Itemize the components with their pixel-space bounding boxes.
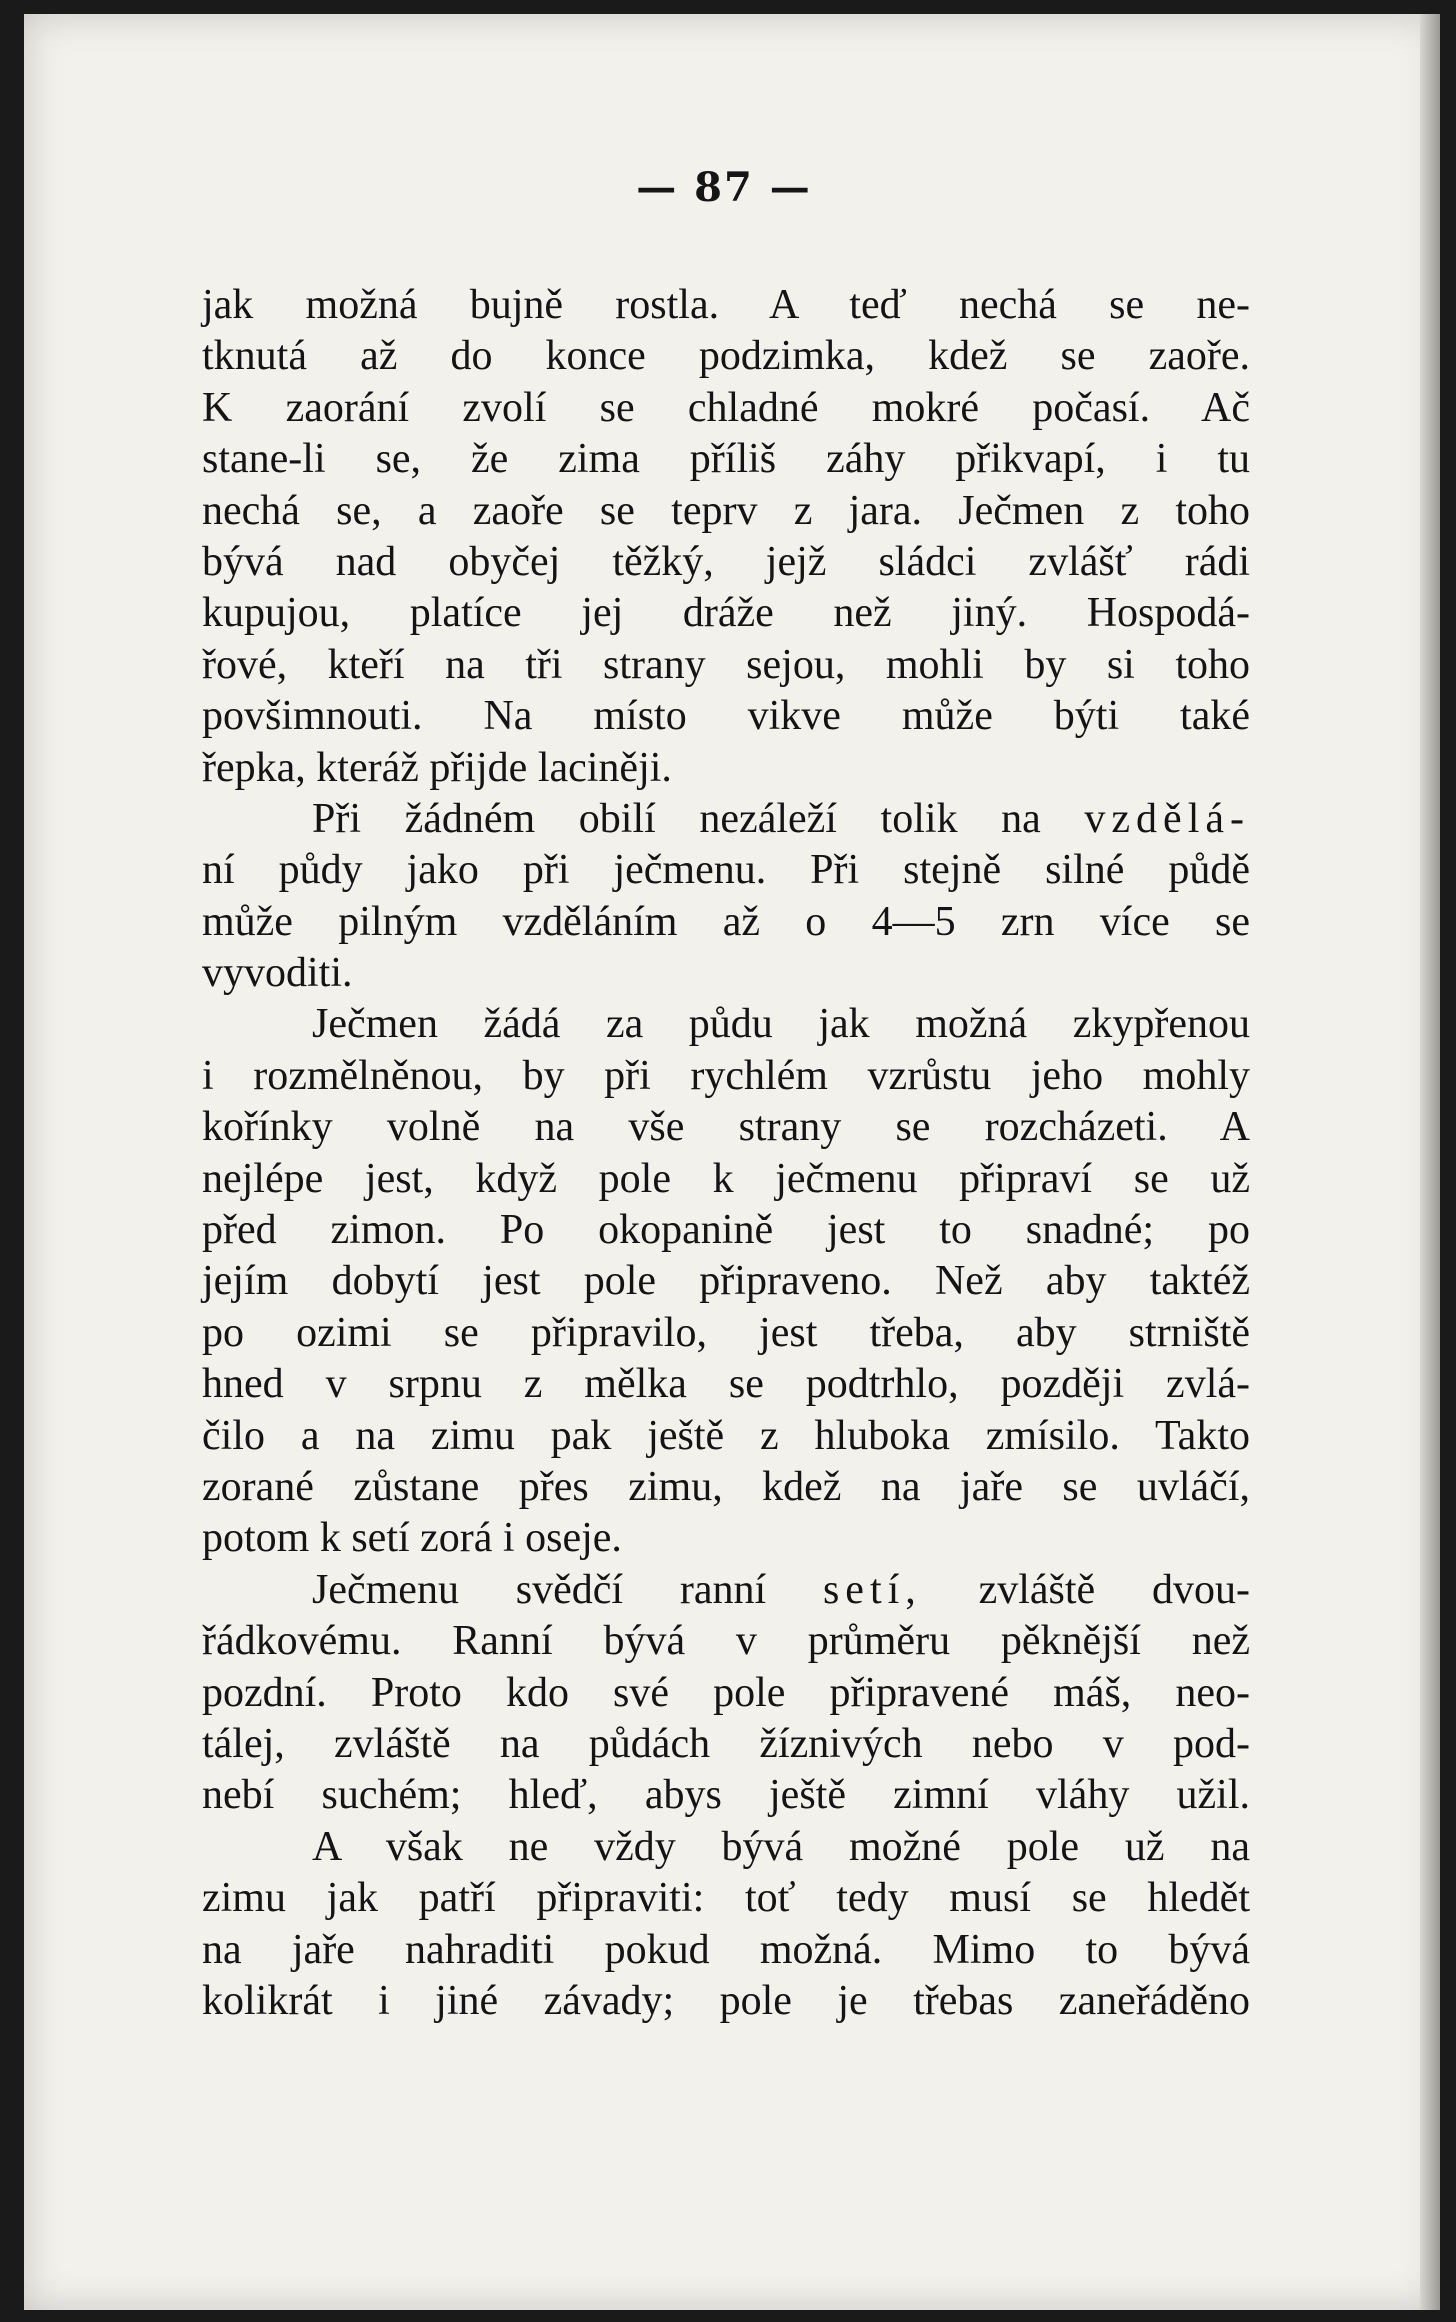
spaced-emphasis: setí, bbox=[822, 1566, 922, 1613]
page-edge-shadow bbox=[1420, 14, 1440, 2310]
text-line: hned v srpnu z mělka se podtrhlo, později zvlá- bbox=[202, 1361, 1250, 1408]
text-line: vyvoditi. bbox=[202, 950, 353, 997]
text-line: zorané zůstane přes zimu, kdež na jaře se uvláčí, bbox=[202, 1463, 1250, 1510]
text-line: jak možná bujně rostla. A teď nechá se ne- bbox=[202, 282, 1250, 328]
text-line: tálej, zvláště na půdách žíznivých nebo v pod- bbox=[202, 1720, 1250, 1767]
text-line: řepka, kteráž přijde laciněji. bbox=[202, 744, 672, 791]
body-text bbox=[202, 280, 1250, 2027]
text-line: povšimnouti. Na místo vikve může býti také bbox=[202, 693, 1250, 740]
text-line: řádkovému. Ranní bývá v průměru pěknější než bbox=[202, 1618, 1250, 1665]
text-line: řové, kteří na tři strany sejou, mohli by si toho bbox=[202, 641, 1250, 688]
text-line: může pilným vzděláním až o 4—5 zrn více se bbox=[202, 898, 1250, 945]
text-line: po ozimi se připravilo, jest třeba, aby strniště bbox=[202, 1309, 1250, 1356]
text-line: A však ne vždy bývá možné pole už na bbox=[312, 1823, 1250, 1870]
text-line: bývá nad obyčej těžký, jejž sládci zvlášť rádi bbox=[202, 538, 1250, 585]
text-line: čilo a na zimu pak ještě z hluboka zmísilo. Takto bbox=[202, 1412, 1250, 1459]
text-line: potom k setí zorá i oseje. bbox=[202, 1515, 622, 1562]
text-line: ní půdy jako při ječmenu. Při stejně silné půdě bbox=[202, 847, 1250, 894]
text-line: kupujou, platíce jej dráže než jiný. Hospodá- bbox=[202, 590, 1250, 637]
text-line: pozdní. Proto kdo své pole připravené máš, neo- bbox=[202, 1669, 1250, 1716]
text-line: nechá se, a zaoře se teprv z jara. Ječmen z toho bbox=[202, 487, 1250, 534]
text-line: i rozmělněnou, by při rychlém vzrůstu jeho mohly bbox=[202, 1052, 1250, 1099]
text-line: na jaře nahraditi pokud možná. Mimo to bývá bbox=[202, 1926, 1250, 1973]
text-line: kořínky volně na vše strany se rozcházeti. A bbox=[202, 1104, 1250, 1151]
text-line: stane-li se, že zima příliš záhy přikvapí, i tu bbox=[202, 436, 1250, 483]
page-number: — 87 — bbox=[636, 164, 812, 211]
spaced-emphasis: vzdělá- bbox=[1084, 795, 1250, 842]
text-line: před zimon. Po okopanině jest to snadné; po bbox=[202, 1207, 1250, 1254]
text-line: zimu jak patří připraviti: toť tedy musí se hledět bbox=[202, 1875, 1250, 1922]
text-line: Ječmenu svědčí ranní setí, zvláště dvou- bbox=[312, 1566, 1250, 1613]
book-page bbox=[24, 14, 1440, 2310]
text-line: kolikrát i jiné závady; pole je třebas zaneřáděno bbox=[202, 1977, 1250, 2024]
text-line: jejím dobytí jest pole připraveno. Než aby taktéž bbox=[202, 1258, 1250, 1305]
text-line: K zaorání zvolí se chladné mokré počasí. Ač bbox=[202, 384, 1250, 431]
text-line: tknutá až do konce podzimka, kdež se zaoře. bbox=[202, 333, 1250, 380]
text-line: nejlépe jest, když pole k ječmenu připraví se už bbox=[202, 1155, 1250, 1202]
text-line: nebí suchém; hleď, abys ještě zimní vláhy užil. bbox=[202, 1772, 1250, 1819]
text-line: Ječmen žádá za půdu jak možná zkypřenou bbox=[312, 1001, 1250, 1048]
text-line: Při žádném obilí nezáleží tolik na vzdělá- bbox=[312, 795, 1250, 842]
